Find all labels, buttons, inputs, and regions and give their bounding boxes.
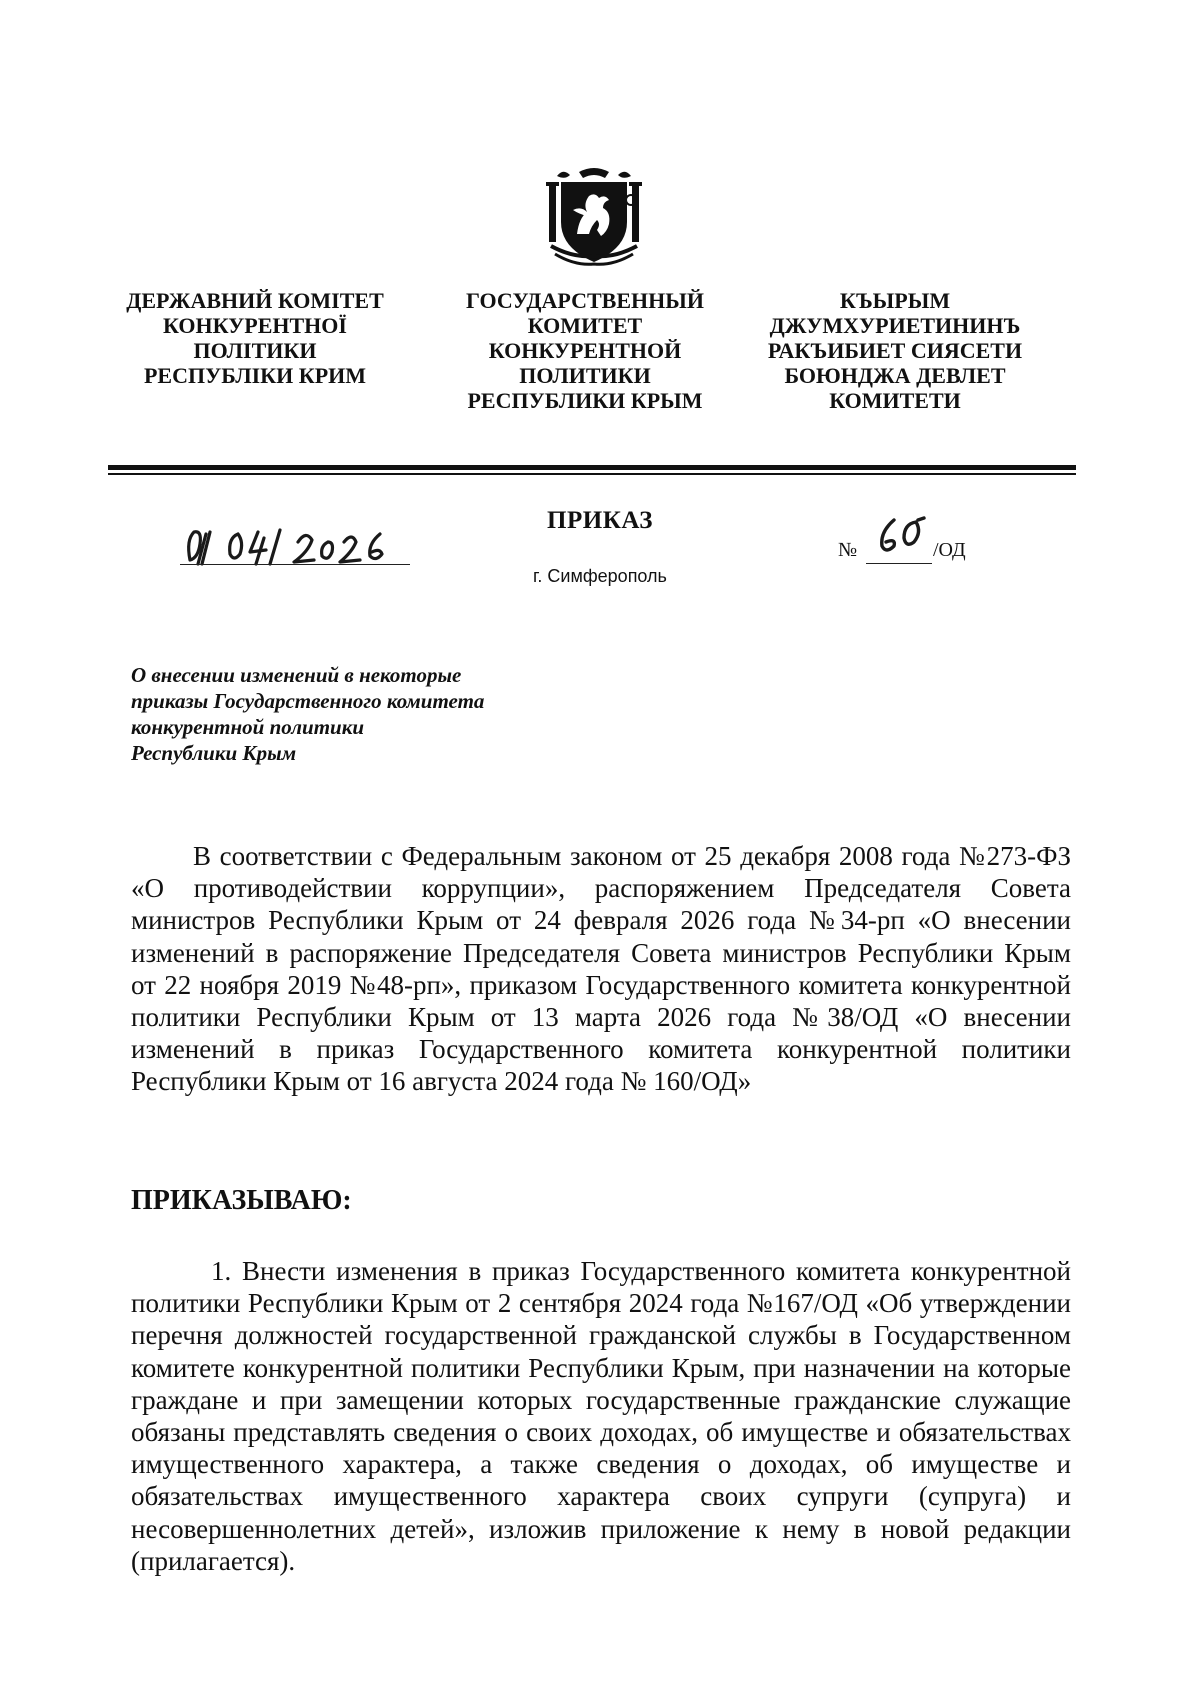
order-title: ПРИКАЗ xyxy=(547,507,653,534)
order-number-prefix: № xyxy=(838,539,858,561)
order-city: г. Симферополь xyxy=(533,566,667,586)
header-divider-thick xyxy=(108,465,1076,470)
header-crimean-tatar xyxy=(745,288,1045,413)
header-crh-line: ДЖУМХУРИЕТИНИНЪ xyxy=(769,313,1021,338)
header-ru-line: РЕСПУБЛИКИ КРЫМ xyxy=(467,388,703,413)
order-item-1: 1. Внести изменения в приказ Государственного комитета конкурентной политики Республики Крым от 2 сентября 2024 года №167/ОД «Об утверждении перечня должностей государственной гражданской службы в Государственном комитете конкурентной политики Республики Крым, при назначении на которые граждане и при замещении которых государственные гражданские служащие обязаны представлять сведения о своих доходах, об имуществе и обязательствах имущественного характера, а также сведения о доходах, об имуществе и обязательствах имущественного характера своих супруги (супруга) и несовершеннолетних детей», изложив приложение к нему в новой редакции (прилагается). xyxy=(131,1256,1071,1576)
preamble-paragraph: В соответствии с Федеральным законом от 25 декабря 2008 года №273-ФЗ «О противодействии коррупции», распоряжением Председателя Совета министров Республики Крым от 24 февраля 2026 года №34-рп «О внесении изменений в распоряжение Председателя Совета министров Республики Крым от 22 ноября 2019 №48-рп», приказом Государственного комитета конкурентной политики Республики Крым от 13 марта 2026 года №38/ОД «О внесении изменений в приказ Государственного комитета конкурентной политики Республики Крым от 16 августа 2024 года № 160/ОД» xyxy=(131,841,1071,1097)
order-subject xyxy=(131,662,691,766)
header-crh-line: БОЮНДЖА ДЕВЛЕТ xyxy=(784,363,1006,388)
order-number-underline xyxy=(866,563,932,564)
header-ru-line: ГОСУДАРСТВЕННЫЙ xyxy=(466,288,704,313)
header-ua-line: РЕСПУБЛІКИ КРИМ xyxy=(143,363,367,388)
coat-of-arms-emblem xyxy=(543,166,645,270)
header-ua-line: КОНКУРЕНТНОЇ xyxy=(163,313,347,338)
header-divider-thin xyxy=(108,473,1076,475)
order-number-suffix: /ОД xyxy=(933,539,966,561)
subject-line: конкурентной политики xyxy=(131,715,365,739)
header-crh-line: РАКЪИБИЕТ СИЯСЕТИ xyxy=(767,338,1023,363)
subject-line: Республики Крым xyxy=(131,741,297,765)
header-crh-line: КОМИТЕТИ xyxy=(829,388,961,413)
header-ru-line: КОНКУРЕНТНОЙ xyxy=(488,338,682,363)
header-ru-line: ПОЛИТИКИ xyxy=(519,363,651,388)
header-ru-line: КОМИТЕТ xyxy=(527,313,643,338)
header-ua-line: ДЕРЖАВНИЙ КОМІТЕТ xyxy=(126,288,384,313)
orders-heading: ПРИКАЗЫВАЮ: xyxy=(131,1185,352,1216)
header-ua-line: ПОЛІТИКИ xyxy=(193,338,317,363)
header-russian xyxy=(435,288,735,413)
subject-line: О внесении изменений в некоторые xyxy=(131,663,462,687)
header-ukrainian xyxy=(110,288,400,388)
subject-line: приказы Государственного комитета xyxy=(131,689,485,713)
handwritten-order-number xyxy=(872,514,932,558)
date-underline xyxy=(180,564,410,565)
header-crh-line: КЪЫРЫМ xyxy=(839,288,951,313)
